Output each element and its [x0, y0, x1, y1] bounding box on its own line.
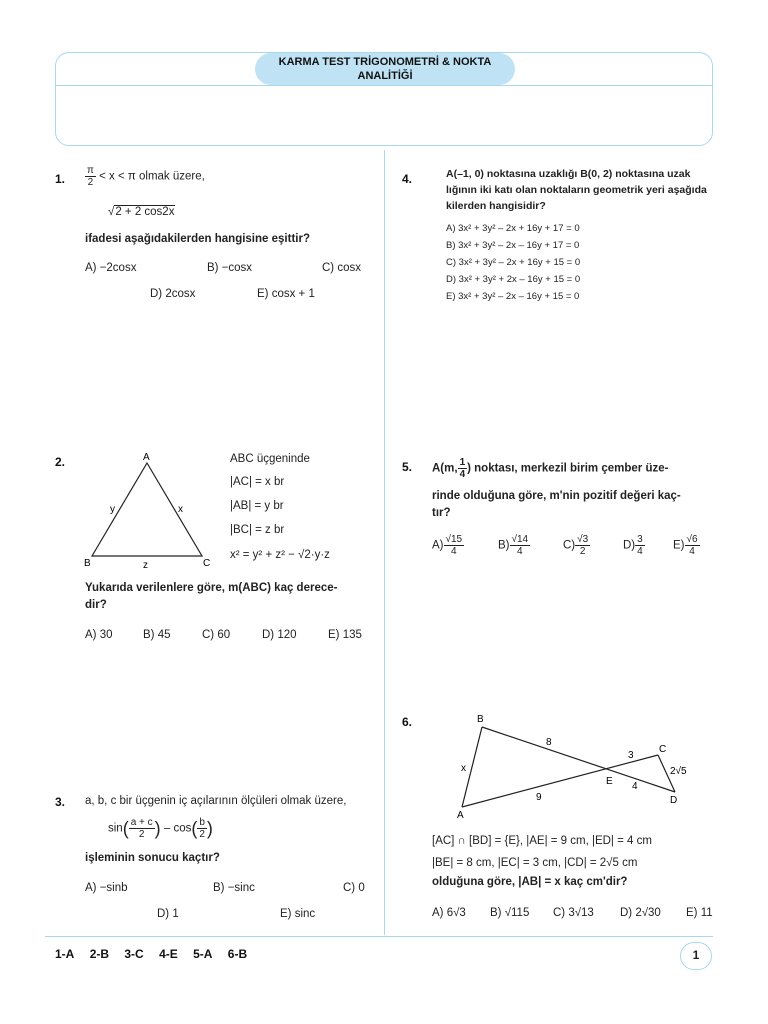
question-3-number: 3.: [55, 795, 66, 809]
q5-option-a[interactable]: A) $\frac{√15}{4}$: [432, 534, 463, 557]
side-z-label: z: [143, 560, 148, 571]
question-4-stem: A(–1, 0) noktasına uzaklığı B(0, 2) noktasına uzak lığının iki katı olan noktaların geometrik yeri aşağıda kilerden hangisidir?: [446, 168, 707, 212]
q6-given-line2: |BE| = 8 cm, |EC| = 3 cm, |CD| = 2√5 cm: [432, 857, 638, 869]
test-title: [255, 53, 515, 85]
triangle-abc-figure: [80, 448, 220, 573]
answer-4: 4-E: [159, 947, 178, 961]
page-number: 1: [680, 942, 712, 970]
q6-given-line1: [AC] ∩ [BD] = {E}, |AE| = 9 cm, |ED| = 4 cm: [432, 835, 652, 847]
q2-option-c[interactable]: C) 60: [202, 629, 231, 641]
q3-option-d[interactable]: D) 1: [157, 908, 179, 920]
vertex-b-label: B: [84, 558, 91, 569]
q2-relation: x² = y² + z² − √2·y·z: [230, 549, 330, 561]
q1-option-d[interactable]: D) 2cosx: [150, 288, 196, 300]
point-e-label: E: [606, 776, 613, 787]
point-d-label: D: [670, 795, 678, 806]
q6-option-d[interactable]: D) 2√30: [620, 907, 661, 919]
question-2-stem-line2: dir?: [85, 599, 107, 611]
q4-option-b[interactable]: B) 3x² + 3y² – 2x – 16y + 17 = 0: [446, 240, 580, 251]
q5-option-c[interactable]: C) $\frac{√3}{2}$: [563, 534, 589, 557]
q4-option-e[interactable]: E) 3x² + 3y² – 2x – 16y + 15 = 0: [446, 291, 580, 302]
q2-given-title: ABC üçgeninde: [230, 453, 310, 465]
ec-length-label: 3: [628, 750, 634, 761]
q4-option-a[interactable]: A) 3x² + 3y² – 2x + 16y + 17 = 0: [446, 223, 580, 234]
q1-option-e[interactable]: E) cosx + 1: [257, 288, 315, 300]
question-5-stem-line2: rinde olduğuna göre, m'nin pozitif değeri kaç-: [432, 490, 681, 502]
q6-option-e[interactable]: E) 11: [686, 907, 713, 919]
answer-5: 5-A: [193, 947, 213, 961]
side-x-label: x: [178, 504, 183, 515]
q2-given-bc: |BC| = z br: [230, 524, 285, 536]
q6-option-a[interactable]: A) 6√3: [432, 907, 466, 919]
side-y-label: y: [110, 504, 115, 515]
question-3-intro: a, b, c bir üçgenin iç açılarının ölçüleri olmak üzere,: [85, 795, 347, 807]
segment-ac: [462, 755, 658, 807]
vertex-a-label: A: [143, 452, 150, 463]
ed-length-label: 4: [632, 781, 638, 792]
q2-given-ab: |AB| = y br: [230, 500, 284, 512]
answer-6: 6-B: [227, 947, 248, 961]
title-line-1: KARMA TEST TRİGONOMETRİ & NOKTA: [278, 56, 492, 68]
be-length-label: 8: [546, 737, 552, 748]
side-x-label: x: [461, 763, 466, 774]
question-1-stem: ifadesi aşağıdakilerden hangisine eşittir?: [85, 233, 310, 245]
q3-option-b[interactable]: B) −sinc: [213, 882, 255, 894]
q6-option-c[interactable]: C) 3√13: [553, 907, 594, 919]
q2-option-b[interactable]: B) 45: [143, 629, 171, 641]
point-b-label: B: [477, 714, 484, 725]
question-3-expression: sin( $\frac{a + c}{2}$ ) – cos( $\frac{b}{2}$ ): [108, 817, 213, 840]
q1-option-b[interactable]: B) −cosx: [207, 262, 253, 274]
question-1-expression: √2 + 2 cos2x: [108, 206, 175, 218]
segment-bd: [482, 727, 675, 792]
q4-option-d[interactable]: D) 3x² + 3y² + 2x – 16y + 15 = 0: [446, 274, 581, 285]
question-1-condition: $\frac{\pi}{2}$ < x < π olmak üzere,: [87, 165, 205, 188]
question-2-number: 2.: [55, 455, 66, 469]
q3-option-e[interactable]: E) sinc: [280, 908, 316, 920]
column-divider: [384, 150, 385, 935]
question-4-options: [446, 220, 580, 305]
q1-option-a[interactable]: A) −2cosx: [85, 262, 137, 274]
header-divider: [56, 85, 712, 86]
q5-option-b[interactable]: B) $\frac{√14}{4}$: [498, 534, 529, 557]
q2-option-e[interactable]: E) 135: [328, 629, 362, 641]
answer-1: 1-A: [55, 947, 75, 961]
title-line-2: ANALİTİĞİ: [357, 70, 413, 82]
crossing-segments-figure: [450, 710, 700, 825]
vertex-c-label: C: [203, 558, 211, 569]
q5-option-d[interactable]: D) $\frac{3}{4}$: [623, 534, 643, 557]
pi-over-2: $\frac{\pi}{2}$: [87, 165, 94, 188]
answer-2: 2-B: [89, 947, 110, 961]
question-5-stem-line3: tır?: [432, 507, 451, 519]
ae-length-label: 9: [536, 792, 542, 803]
q3-option-c[interactable]: C) 0: [343, 882, 365, 894]
q6-option-b[interactable]: B) √115: [490, 907, 530, 919]
question-4-number: 4.: [402, 172, 413, 186]
answer-key: [55, 947, 247, 961]
point-c-label: C: [659, 744, 667, 755]
question-3-stem: işleminin sonucu kaçtır?: [85, 852, 220, 864]
answer-3: 3-C: [124, 947, 144, 961]
footer-divider: [45, 936, 713, 937]
question-5-stem-line1: A(m, $\frac{1}{4}$ ) noktası, merkezil birim çember üze-: [432, 457, 669, 480]
q2-option-d[interactable]: D) 120: [262, 629, 297, 641]
question-1-number: 1.: [55, 172, 66, 186]
q4-option-c[interactable]: C) 3x² + 3y² – 2x + 16y + 15 = 0: [446, 257, 581, 268]
question-5-number: 5.: [402, 460, 413, 474]
question-6-number: 6.: [402, 715, 413, 729]
q5-option-e[interactable]: E) $\frac{√6}{4}$: [673, 534, 698, 557]
q2-given-ac: |AC| = x br: [230, 476, 285, 488]
q1-option-c[interactable]: C) cosx: [322, 262, 361, 274]
question-2-stem-line1: Yukarıda verilenlere göre, m(ABC) kaç derece-: [85, 582, 338, 594]
point-a-label: A: [457, 810, 464, 821]
cd-length-label: 2√5: [670, 766, 687, 777]
triangle-abc: [92, 463, 202, 556]
q2-option-a[interactable]: A) 30: [85, 629, 113, 641]
question-6-stem: olduğuna göre, |AB| = x kaç cm'dir?: [432, 876, 628, 888]
q3-option-a[interactable]: A) −sinb: [85, 882, 128, 894]
